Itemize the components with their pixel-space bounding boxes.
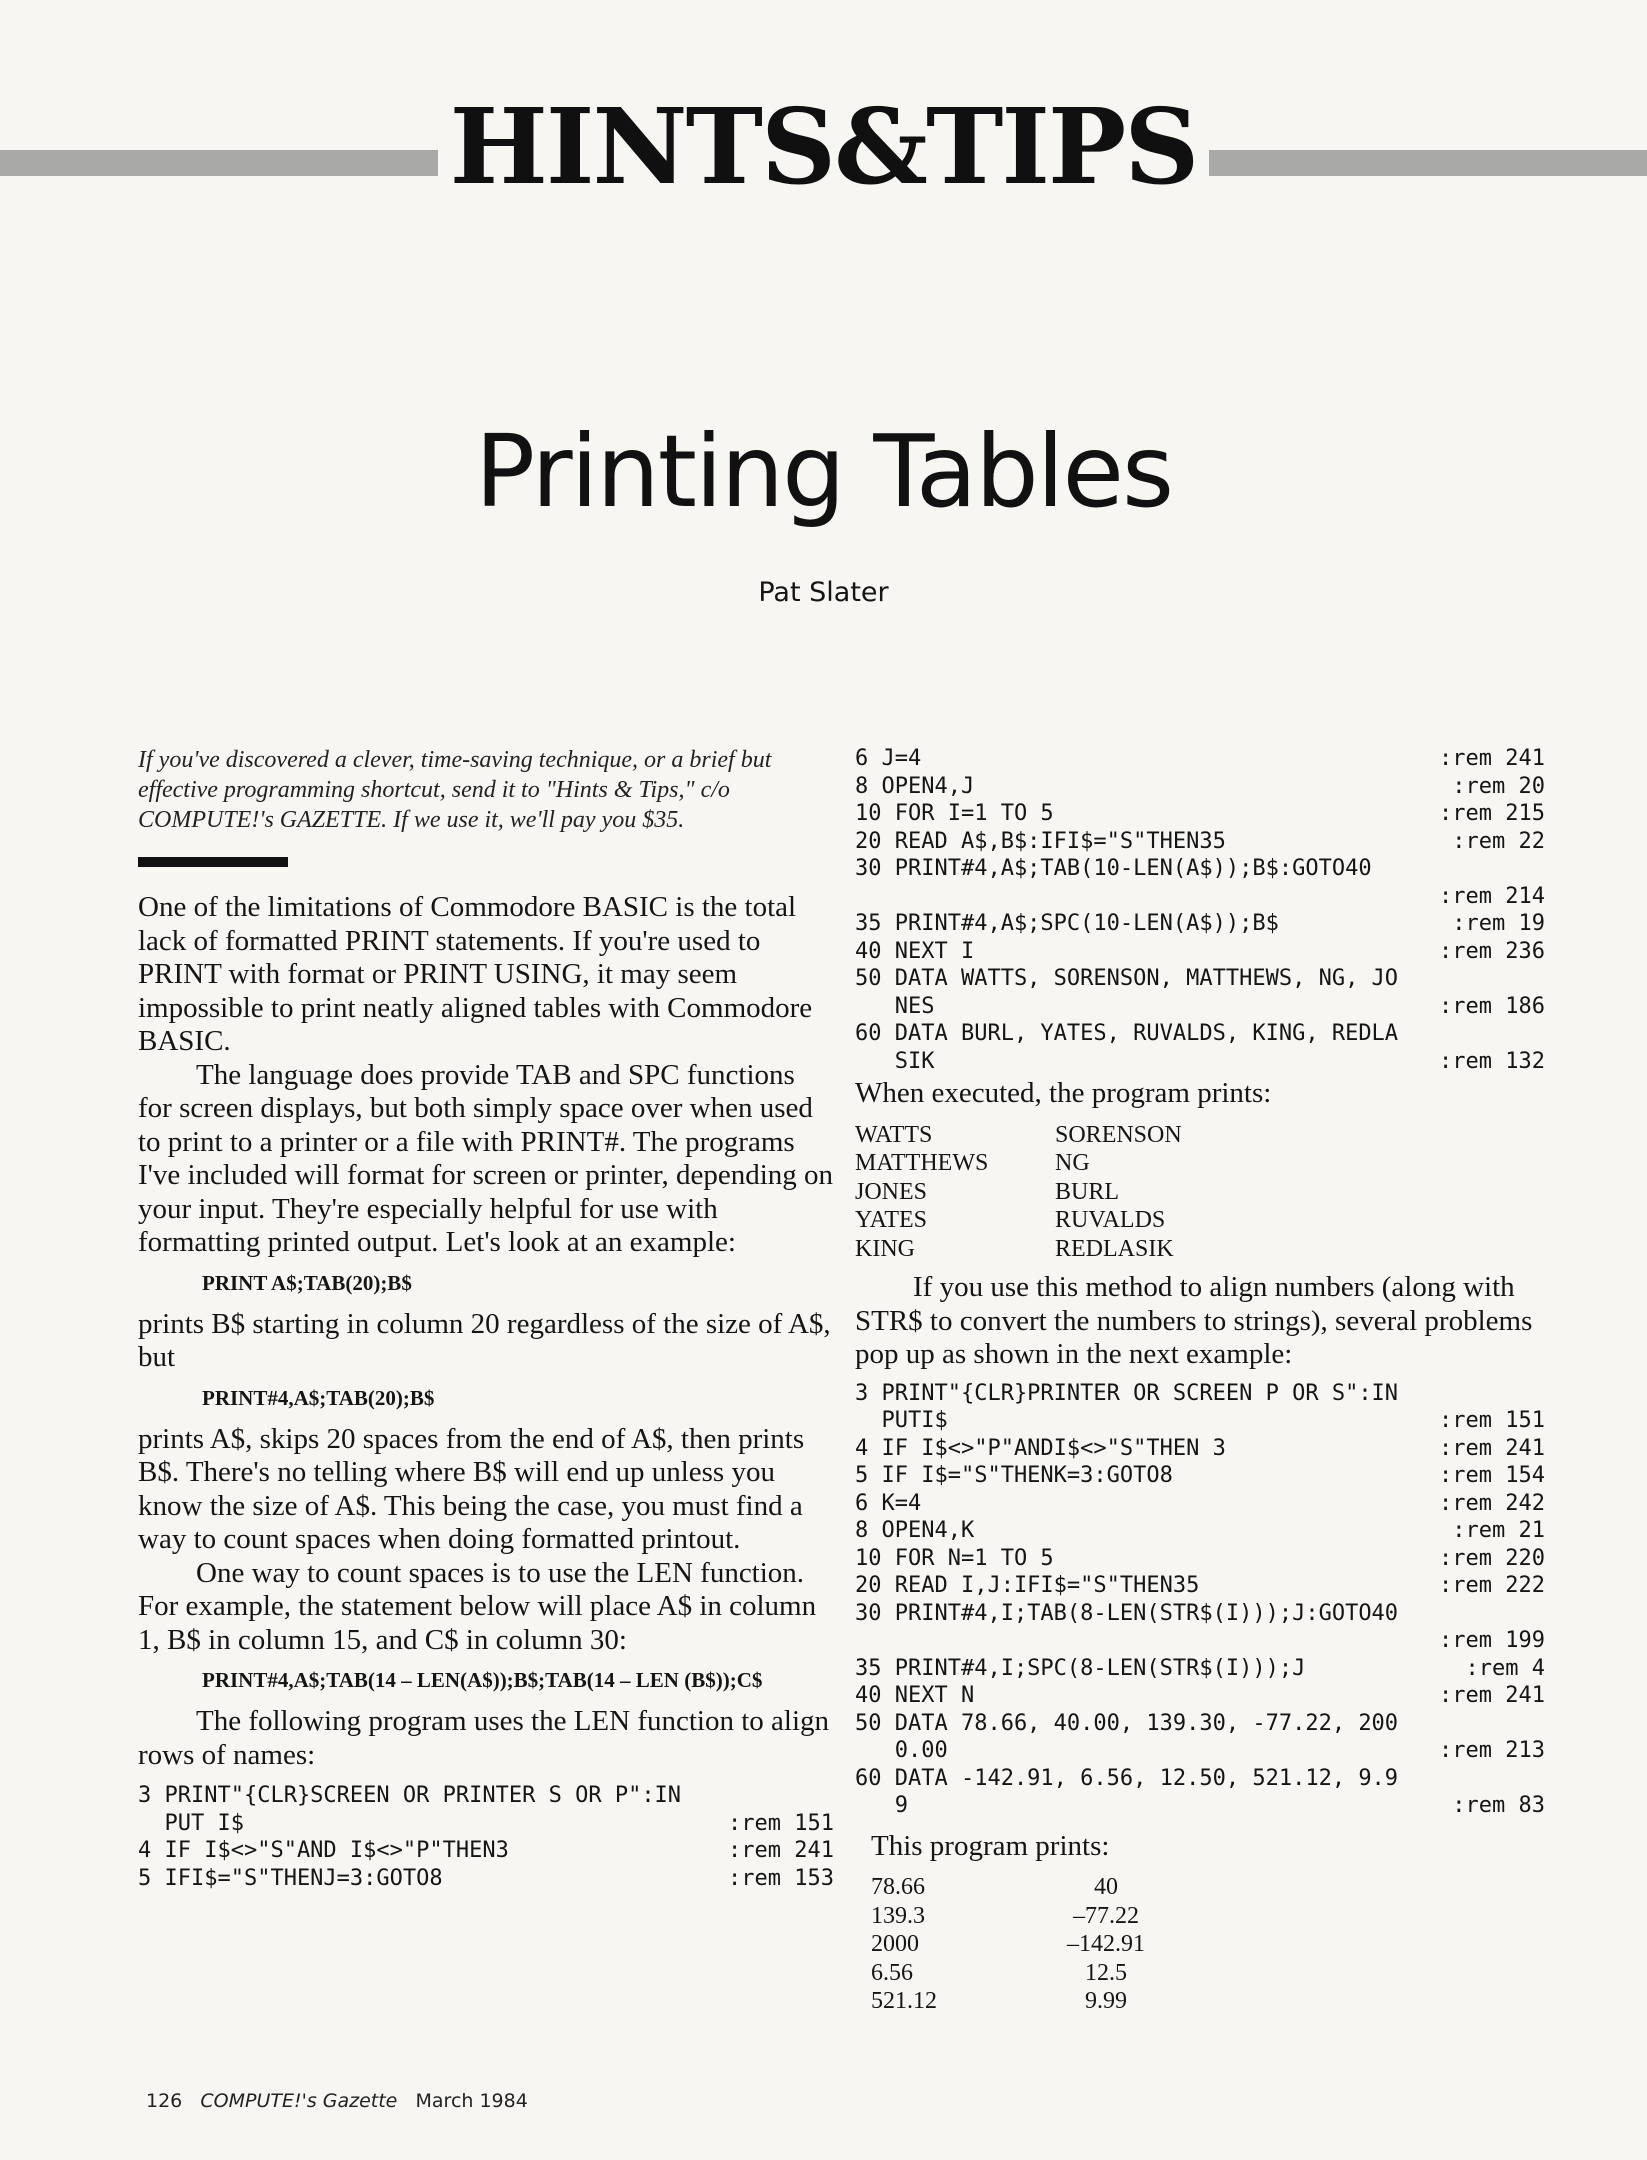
output-row <box>871 1902 1151 1931</box>
code-line <box>855 1710 1545 1738</box>
code-text: PUTI$ <box>855 1408 948 1433</box>
left-column <box>138 745 834 1892</box>
output-cell: 40 <box>1094 1874 1118 1900</box>
code-text: 5 IF I$="S"THENK=3:GOTO8 <box>855 1463 1173 1488</box>
output-cell: MATTHEWS <box>855 1150 989 1176</box>
rem-checksum: :rem 132 <box>1439 1048 1545 1074</box>
code-text: 35 PRINT#4,A$;SPC(10-LEN(A$));B$ <box>855 911 1279 936</box>
code-line <box>138 1810 834 1838</box>
article-title: Printing Tables <box>474 413 1173 530</box>
code-text: 0.00 <box>855 1738 948 1763</box>
code-statement: PRINT#4,A$;TAB(20);B$ <box>202 1385 435 1410</box>
code-line <box>855 1435 1545 1463</box>
paragraph: The following program uses the LEN function to align rows of names: <box>138 1705 830 1771</box>
output-row <box>871 1930 1151 1959</box>
code-text: 40 NEXT I <box>855 938 975 964</box>
code-line <box>855 1655 1545 1683</box>
code-line <box>855 993 1545 1021</box>
rem-checksum: :rem 151 <box>1439 1408 1545 1433</box>
output-cell: 12.5 <box>1085 1959 1127 1986</box>
intro-note: If you've discovered a clever, time-saving technique, or a brief but effective programming shortcut, send it to "Hints & Tips," c/o COMPUTE!'s GAZETTE. If we use it, we'll pay you $35. <box>138 747 772 833</box>
author-byline: Pat Slater <box>758 577 889 608</box>
output-row <box>855 1121 1182 1150</box>
right-column <box>855 745 1545 2024</box>
code-text: 30 PRINT#4,A$;TAB(10-LEN(A$));B$:GOTO40 <box>855 856 1372 881</box>
output-row <box>871 1873 1151 1902</box>
code-text: 9 <box>855 1793 908 1818</box>
code-line <box>855 883 1545 911</box>
names-output-table <box>855 1121 1182 1264</box>
output-cell: NG <box>1055 1150 1090 1176</box>
output-cell: 9.99 <box>1085 1988 1127 2014</box>
output-row <box>855 1235 1182 1264</box>
output-cell: SORENSON <box>1055 1121 1182 1148</box>
rem-checksum: :rem 186 <box>1439 993 1545 1019</box>
rem-checksum: :rem 20 <box>1452 773 1545 799</box>
output-cell: KING <box>855 1235 915 1262</box>
code-line <box>855 1020 1545 1048</box>
output-cell: REDLASIK <box>1055 1235 1174 1262</box>
output-row <box>855 1206 1182 1235</box>
code-line <box>855 1048 1545 1076</box>
page-number: 126 <box>146 2090 183 2112</box>
code-line <box>138 1865 834 1893</box>
rem-checksum: :rem 214 <box>1439 883 1545 909</box>
code-line <box>855 828 1545 856</box>
code-text: 3 PRINT"{CLR}SCREEN OR PRINTER S OR P":IN <box>138 1783 682 1808</box>
code-text: PUT I$ <box>138 1810 244 1836</box>
code-line <box>855 1572 1545 1600</box>
output-cell: 2000 <box>871 1931 919 1957</box>
code-text: 60 DATA BURL, YATES, RUVALDS, KING, REDLA <box>855 1021 1399 1046</box>
paragraph: One of the limitations of Commodore BASIC is the total lack of formatted PRINT statements. If you're used to PRINT with format or PRINT USING, it may seem impossible to print neatly aligned tables with Commodore BASIC. <box>138 891 813 1057</box>
code-line <box>138 1837 834 1865</box>
code-text: 20 READ I,J:IFI$="S"THEN35 <box>855 1573 1200 1598</box>
code-line <box>855 773 1545 801</box>
code-line <box>855 938 1545 966</box>
code-text: 5 IFI$="S"THENJ=3:GOTO8 <box>138 1865 443 1891</box>
output-row <box>871 1987 1151 2016</box>
paragraph: One way to count spaces is to use the LEN function. For example, the statement below will place A$ in column 1, B$ in column 15, and C$ in column 30: <box>138 1556 817 1656</box>
output-cell: 6.56 <box>871 1959 913 1986</box>
code-text: 8 OPEN4,K <box>855 1518 975 1543</box>
code-line <box>855 1682 1545 1710</box>
code-line <box>855 1600 1545 1628</box>
code-line <box>855 855 1545 883</box>
output-cell: –142.91 <box>1067 1931 1145 1957</box>
code-line <box>138 1782 834 1810</box>
code-line <box>855 1737 1545 1765</box>
paragraph: If you use this method to align numbers (along with STR$ to convert the numbers to strings), several problems pop up as shown in the next example: <box>855 1271 1533 1370</box>
output-cell: WATTS <box>855 1121 933 1148</box>
divider-rule <box>138 857 288 867</box>
rem-checksum: :rem 241 <box>1439 746 1545 771</box>
code-statement: PRINT#4,A$;TAB(14 – LEN(A$));B$;TAB(14 – LEN (B$));C$ <box>202 1668 763 1692</box>
rem-checksum: :rem 241 <box>728 1838 834 1863</box>
output-cell: BURL <box>1055 1178 1120 1205</box>
paragraph: This program prints: <box>871 1829 1110 1862</box>
code-text: 3 PRINT"{CLR}PRINTER OR SCREEN P OR S":IN <box>855 1380 1399 1406</box>
code-text: 4 IF I$<>"P"ANDI$<>"S"THEN 3 <box>855 1435 1226 1461</box>
rem-checksum: :rem 22 <box>1452 828 1545 854</box>
code-listing-1-continued <box>855 745 1545 1075</box>
code-listing-2 <box>855 1380 1545 1820</box>
rem-checksum: :rem 199 <box>1439 1628 1545 1653</box>
rem-checksum: :rem 220 <box>1439 1545 1545 1571</box>
rem-checksum: :rem 215 <box>1439 801 1545 826</box>
output-cell: JONES <box>855 1178 928 1205</box>
code-line <box>855 1380 1545 1408</box>
code-text: 40 NEXT N <box>855 1683 975 1708</box>
code-text: 20 READ A$,B$:IFI$="S"THEN35 <box>855 828 1226 854</box>
output-row <box>855 1149 1182 1178</box>
output-cell: YATES <box>855 1207 928 1233</box>
code-line <box>855 1407 1545 1435</box>
issue-date: March 1984 <box>415 2090 528 2112</box>
rem-checksum: :rem 222 <box>1439 1573 1545 1598</box>
code-line <box>855 1517 1545 1545</box>
rem-checksum: :rem 236 <box>1439 938 1545 964</box>
paragraph: prints B$ starting in column 20 regardless of the size of A$, but <box>138 1307 831 1373</box>
code-line <box>855 965 1545 993</box>
output-cell: RUVALDS <box>1055 1207 1166 1233</box>
code-text: 6 J=4 <box>855 746 922 771</box>
code-text: 6 K=4 <box>855 1490 922 1516</box>
code-line <box>855 1792 1545 1820</box>
code-line <box>855 1627 1545 1655</box>
numbers-output-table <box>871 1873 1151 2016</box>
code-text: 10 FOR I=1 TO 5 <box>855 801 1054 826</box>
rem-checksum: :rem 21 <box>1452 1518 1545 1543</box>
publication-name: COMPUTE!'s Gazette <box>200 2090 398 2112</box>
paragraph: The language does provide TAB and SPC functions for screen displays, but both simply space over when used to print to a printer or a file with PRINT#. The programs I've included will format for screen or printer, depending on your input. They're especially helpful for use with formatting printed output. Let's look at an example: <box>138 1058 833 1258</box>
rem-checksum: :rem 241 <box>1439 1435 1545 1461</box>
code-text: SIK <box>855 1048 935 1074</box>
code-line <box>855 1765 1545 1793</box>
code-text: 50 DATA 78.66, 40.00, 139.30, -77.22, 200 <box>855 1710 1399 1736</box>
rem-checksum: :rem 154 <box>1439 1463 1545 1488</box>
output-cell: 78.66 <box>871 1874 925 1900</box>
section-header: HINTS&TIPS <box>0 92 1647 202</box>
code-text: 50 DATA WATTS, SORENSON, MATTHEWS, NG, JO <box>855 966 1399 991</box>
code-line <box>855 800 1545 828</box>
page-footer <box>146 2090 528 2112</box>
code-listing-1 <box>138 1782 834 1892</box>
code-line <box>855 1462 1545 1490</box>
code-text: 10 FOR N=1 TO 5 <box>855 1545 1054 1571</box>
code-text: 30 PRINT#4,I;TAB(8-LEN(STR$(I)));J:GOTO40 <box>855 1600 1399 1626</box>
rem-checksum: :rem 19 <box>1452 911 1545 936</box>
code-text: 60 DATA -142.91, 6.56, 12.50, 521.12, 9.9 <box>855 1765 1399 1791</box>
rem-checksum: :rem 242 <box>1439 1490 1545 1516</box>
paragraph: When executed, the program prints: <box>855 1077 1272 1109</box>
rem-checksum: :rem 213 <box>1439 1738 1545 1763</box>
rem-checksum: :rem 241 <box>1439 1683 1545 1708</box>
code-line <box>855 910 1545 938</box>
code-text: 35 PRINT#4,I;SPC(8-LEN(STR$(I)));J <box>855 1655 1306 1681</box>
code-text: NES <box>855 993 935 1019</box>
code-line <box>855 1490 1545 1518</box>
output-cell: 521.12 <box>871 1988 937 2014</box>
rem-checksum: :rem 4 <box>1465 1655 1545 1681</box>
code-line <box>855 1545 1545 1573</box>
output-cell: –77.22 <box>1073 1902 1139 1929</box>
rem-checksum: :rem 83 <box>1452 1793 1545 1818</box>
code-line <box>855 745 1545 773</box>
rem-checksum: :rem 153 <box>728 1865 834 1891</box>
rem-checksum: :rem 151 <box>728 1810 834 1836</box>
code-text: 8 OPEN4,J <box>855 773 975 799</box>
code-statement: PRINT A$;TAB(20);B$ <box>202 1270 412 1295</box>
output-cell: 139.3 <box>871 1902 925 1929</box>
code-text: 4 IF I$<>"S"AND I$<>"P"THEN3 <box>138 1838 509 1863</box>
output-row <box>855 1178 1182 1207</box>
paragraph: prints A$, skips 20 spaces from the end of A$, then prints B$. There's no telling where B$ will end up unless you know the size of A$. This being the case, you must find a way to count spaces when doing formatted printout. <box>138 1422 805 1555</box>
output-row <box>871 1959 1151 1988</box>
